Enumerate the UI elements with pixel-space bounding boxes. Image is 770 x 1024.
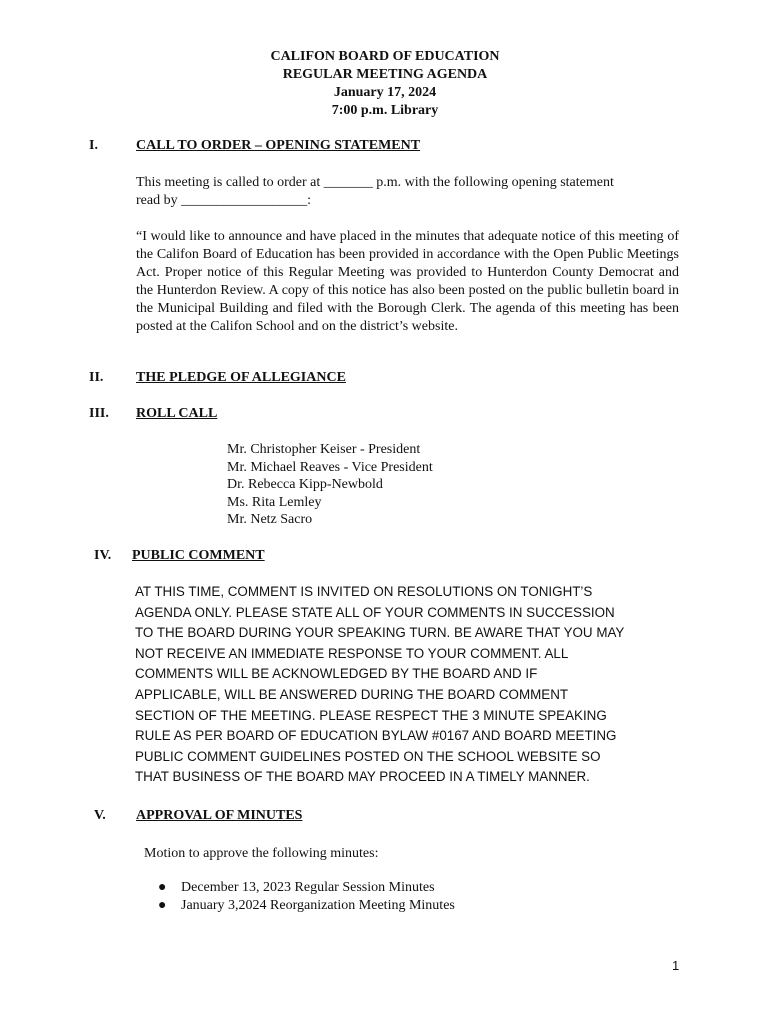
comment-line: TO THE BOARD DURING YOUR SPEAKING TURN. BE AWARE THAT YOU MAY [135,625,625,641]
board-member: Mr. Christopher Keiser - President [227,442,421,457]
comment-line: RULE AS PER BOARD OF EDUCATION BYLAW #0167 AND BOARD MEETING [135,728,617,744]
meeting-type: REGULAR MEETING AGENDA [282,67,488,82]
board-member: Mr. Netz Sacro [227,512,313,528]
comment-line: NOT RECEIVE AN IMMEDIATE RESPONSE TO YOUR COMMENT. ALL [135,645,569,661]
meeting-time-location: 7:00 p.m. Library [331,103,439,118]
section-1-title: CALL TO ORDER – OPENING STATEMENT [136,138,421,153]
section-2-title: THE PLEDGE OF ALLEGIANCE [136,370,346,385]
call-to-order-line-2: read by __________________: [136,193,311,208]
bullet-icon: ● [158,898,167,913]
board-member: Mr. Michael Reaves - Vice President [227,459,433,475]
section-4-number: IV. [94,548,112,563]
comment-line: PUBLIC COMMENT GUIDELINES POSTED ON THE SCHOOL WEBSITE SO [135,748,601,764]
section-1-number: I. [89,138,98,153]
comment-line: APPLICABLE, WILL BE ANSWERED DURING THE BOARD COMMENT [135,686,569,702]
list-item [158,879,455,897]
minutes-item: January 3,2024 Reorganization Meeting Minutes [181,898,455,913]
call-to-order-intro [136,174,696,210]
comment-line: AT THIS TIME, COMMENT IS INVITED ON RESOLUTIONS ON TONIGHT’S [135,584,593,599]
roll-call-list [227,441,433,529]
list-item [158,897,455,915]
minutes-motion: Motion to approve the following minutes: [144,846,379,861]
agenda-header [0,48,770,120]
comment-line: THAT BUSINESS OF THE BOARD MAY PROCEED IN A TIMELY MANNER. [135,769,590,785]
comment-line: SECTION OF THE MEETING. PLEASE RESPECT THE 3 MINUTE SPEAKING [135,707,607,723]
board-member: Dr. Rebecca Kipp-Newbold [227,477,383,493]
board-member: Ms. Rita Lemley [227,494,322,510]
call-to-order-line-1: This meeting is called to order at _______ p.m. with the following opening statement [136,175,614,190]
comment-line: COMMENTS WILL BE ACKNOWLEDGED BY THE BOARD AND IF [135,666,538,682]
minutes-list [158,879,455,915]
section-3-title: ROLL CALL [136,406,218,421]
section-5-title: APPROVAL OF MINUTES [136,808,303,823]
bullet-icon: ● [158,880,167,895]
section-3-number: III. [89,406,109,421]
section-4-title: PUBLIC COMMENT [132,548,265,563]
page-number: 1 [672,958,680,973]
comment-line: AGENDA ONLY. PLEASE STATE ALL OF YOUR COMMENTS IN SUCCESSION [135,604,615,620]
meeting-date: January 17, 2024 [333,85,437,100]
board-name: CALIFON BOARD OF EDUCATION [270,49,500,64]
minutes-item: December 13, 2023 Regular Session Minutes [181,880,435,895]
opening-statement: “I would like to announce and have placed in the minutes that adequate notice of this meeting of the Califon Board of Education has been provided in accordance with the Open Public Meetings Act. Proper notice of this Regular Meeting was provided to Hunterdon County Democrat and the Hunterdon Review. A copy of this notice has also been posted on the public bulletin board in the Municipal Building and filed with the Borough Clerk. The agenda of this meeting has been posted at the Califon School and on the district’s website. [136,229,679,334]
section-5-number: V. [94,808,106,823]
section-2-number: II. [89,370,104,385]
public-comment-notice [135,582,695,788]
